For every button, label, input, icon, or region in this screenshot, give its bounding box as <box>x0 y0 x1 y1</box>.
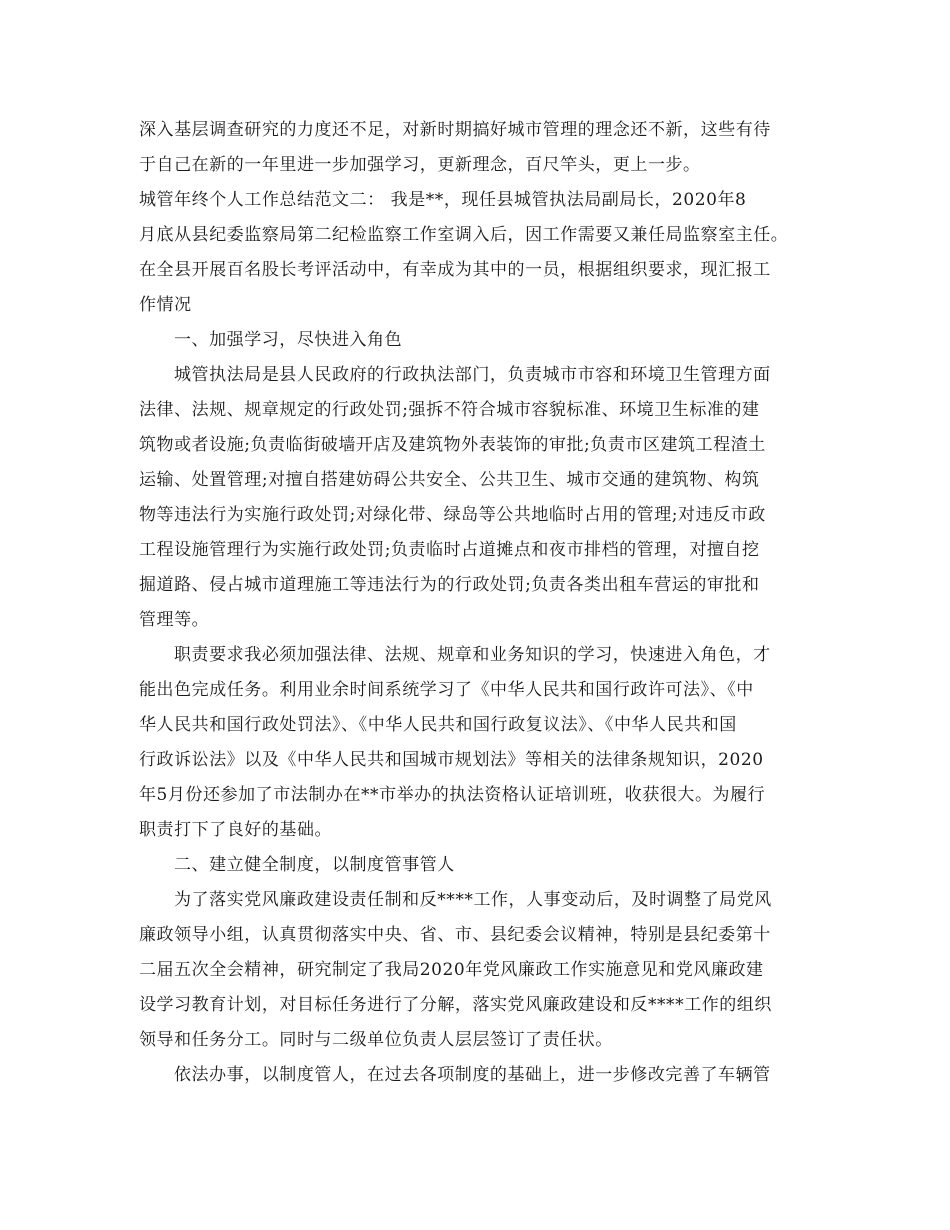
text-line: 物等违法行为实施行政处罚;对绿化带、绿岛等公共地临时占用的管理;对违反市政 <box>139 505 766 525</box>
text-line: 深入基层调查研究的力度还不足，对新时期搞好城市管理的理念还不新，这些有待 <box>139 120 771 140</box>
text-line: 为了落实党风廉政建设责任制和反****工作，人事变动后，及时调整了局党风 <box>174 890 772 910</box>
text-line: 筑物或者设施;负责临街破墙开店及建筑物外表装饰的审批;负责市区建筑工程渣土 <box>139 435 766 455</box>
text-line: 华人民共和国行政处罚法》、《中华人民共和国行政复议法》、《中华人民共和国 <box>139 715 737 735</box>
text-line: 法律、法规、规章规定的行政处罚;强拆不符合城市容貌标准、环境卫生标准的建 <box>139 400 760 420</box>
text-line: 能出色完成任务。利用业余时间系统学习了《中华人民共和国行政许可法》、《中 <box>139 680 754 700</box>
text-line: 城管年终个人工作总结范文二： 我是**，现任县城管执法局副局长，2020年8 <box>139 190 747 210</box>
text-line: 工程设施管理行为实施行政处罚;负责临时占道摊点和夜市排档的管理，对擅自挖 <box>139 540 760 560</box>
text-line: 管理等。 <box>139 610 210 630</box>
text-line: 月底从县纪委监察局第二纪检监察工作室调入后，因工作需要又兼任局监察室主任。 <box>139 225 789 245</box>
section-heading: 二、建立健全制度，以制度管事管人 <box>174 855 455 875</box>
text-line: 行政诉讼法》以及《中华人民共和国城市规划法》等相关的法律条规知识，2020 <box>139 750 764 770</box>
text-line: 廉政领导小组，认真贯彻落实中央、省、市、县纪委会议精神，特别是县纪委第十 <box>139 925 771 945</box>
text-line: 城管执法局是县人民政府的行政执法部门，负责城市市容和环境卫生管理方面 <box>174 365 771 385</box>
section-heading: 一、加强学习，尽快进入角色 <box>174 330 403 350</box>
text-line: 职责要求我必须加强法律、法规、规章和业务知识的学习，快速进入角色，才 <box>174 645 771 665</box>
text-line: 年5月份还参加了市法制办在**市举办的执法资格认证培训班，收获很大。为履行 <box>139 785 766 805</box>
text-line: 依法办事，以制度管人，在过去各项制度的基础上，进一步修改完善了车辆管 <box>174 1065 771 1085</box>
text-line: 作情况 <box>139 295 192 315</box>
text-line: 二届五次全会精神，研究制定了我局2020年党风廉政工作实施意见和党风廉政建 <box>139 960 764 980</box>
text-line: 运输、处置管理;对擅自搭建妨碍公共安全、公共卫生、城市交通的建筑物、构筑 <box>139 470 760 490</box>
text-line: 领导和任务分工。同时与二级单位负责人层层签订了责任状。 <box>139 1030 613 1050</box>
text-line: 职责打下了良好的基础。 <box>139 820 333 840</box>
text-line: 于自己在新的一年里进一步加强学习，更新理念，百尺竿头，更上一步。 <box>139 155 701 175</box>
text-line: 掘道路、侵占城市道理施工等违法行为的行政处罚;负责各类出租车营运的审批和 <box>139 575 760 595</box>
text-line: 设学习教育计划，对目标任务进行了分解，落实党风廉政建设和反****工作的组织 <box>139 995 772 1015</box>
text-line: 在全县开展百名股长考评活动中，有幸成为其中的一员，根据组织要求，现汇报工 <box>139 260 771 280</box>
